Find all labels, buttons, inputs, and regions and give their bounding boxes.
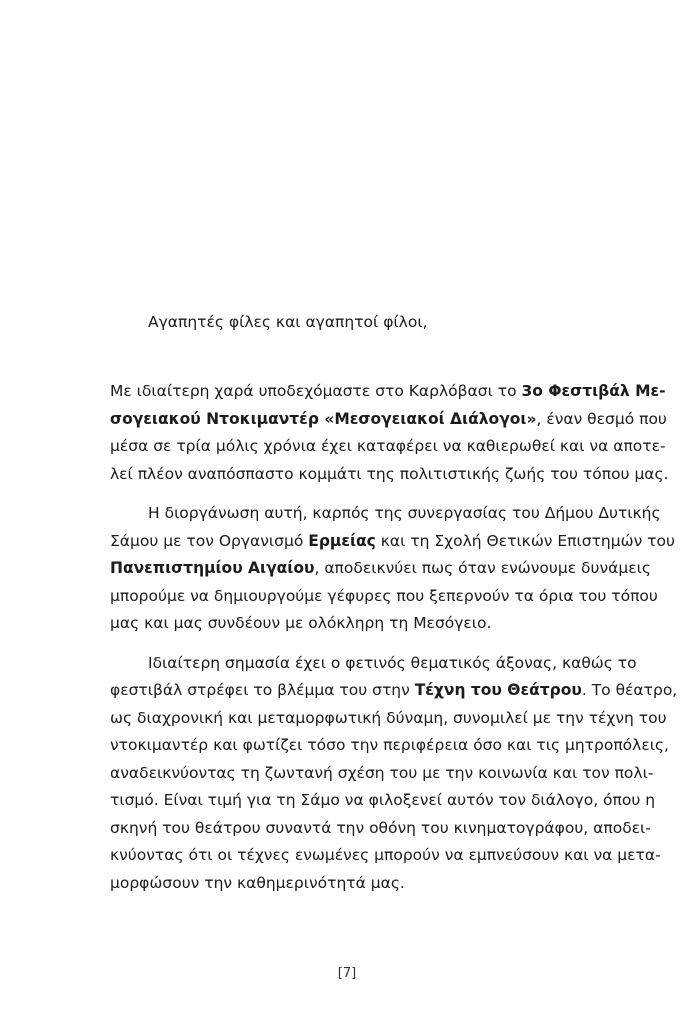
text-segment: , αποδεικνύει πως όταν ενώνουμε δυνάμεις bbox=[314, 559, 651, 577]
text-segment: ως διαχρονική και μεταμορφωτική δύναμη, συνομιλεί με την τέχνη του bbox=[110, 708, 667, 727]
text-segment: κνύοντας ότι οι τέχνες ενωμένες μπορούν να εμπνεύσουν και να μετα- bbox=[110, 846, 661, 864]
text-line bbox=[110, 787, 656, 815]
bold-text: σογειακού Ντοκιμαντέρ «Μεσογειακοί Διάλογοι» bbox=[110, 409, 537, 428]
text-segment: Με ιδιαίτερη χαρά υποδεχόμαστε στο Καρλόβασι το bbox=[110, 382, 522, 400]
text-line bbox=[110, 406, 667, 434]
text-line bbox=[110, 705, 667, 733]
text-segment: τισμό. Είναι τιμή για τη Σάμο να φιλοξενεί αυτόν τον διάλογο, όπου η bbox=[110, 791, 656, 809]
text-line bbox=[110, 555, 651, 583]
text-segment: μας και μας συνδέουν με ολόκληρη τη Μεσόγειο. bbox=[110, 614, 492, 632]
bold-text: 3ο Φεστιβάλ Με- bbox=[521, 382, 666, 400]
salutation: Αγαπητές φίλες και αγαπητοί φίλοι, bbox=[148, 313, 428, 331]
text-line bbox=[110, 842, 661, 870]
paragraph bbox=[110, 500, 675, 638]
text-segment: σκηνή του θεάτρου συναντά την οθόνη του κινηματογράφου, αποδει- bbox=[110, 818, 651, 837]
text-segment: Η διοργάνωση αυτή, καρπός της συνεργασίας του Δήμου Δυτικής bbox=[148, 504, 661, 522]
text-line bbox=[110, 677, 678, 705]
text-segment: , έναν θεσμό που bbox=[536, 409, 667, 428]
text-line bbox=[110, 461, 669, 489]
bold-text: Ερμείας bbox=[308, 531, 376, 550]
text-line bbox=[110, 433, 666, 461]
letter-body bbox=[110, 378, 678, 909]
bold-text: Πανεπιστημίου Αιγαίου bbox=[110, 559, 315, 577]
bold-text: Τέχνη του Θεάτρου bbox=[414, 681, 582, 699]
text-segment: αναδεικνύοντας τη ζωντανή σχέση του με την κοινωνία και τον πολι- bbox=[110, 763, 654, 782]
text-line bbox=[110, 760, 654, 788]
text-segment: μέσα σε τρία μόλις χρόνια έχει καταφέρει να καθιερωθεί και να αποτε- bbox=[110, 437, 666, 455]
text-segment: μπορούμε να δημιουργούμε γέφυρες που ξεπερνούν τα όρια του τόπου bbox=[110, 586, 658, 605]
text-line bbox=[110, 500, 661, 528]
text-line bbox=[110, 870, 587, 898]
paragraph bbox=[110, 650, 678, 898]
text-line bbox=[110, 650, 637, 678]
paragraph bbox=[110, 378, 669, 488]
page-number: [7] bbox=[337, 966, 357, 981]
text-segment: λεί πλέον αναπόσπαστο κομμάτι της πολιτιστικής ζωής του τόπου μας. bbox=[110, 464, 669, 483]
text-segment: μορφώσουν την καθημερινότητά μας. bbox=[110, 873, 405, 892]
text-segment: φεστιβάλ στρέφει το βλέμμα του στην bbox=[110, 681, 415, 699]
text-line bbox=[110, 732, 669, 760]
text-line bbox=[110, 583, 658, 611]
text-segment: και τη Σχολή Θετικών Επιστημών του bbox=[375, 531, 675, 550]
text-segment: ντοκιμαντέρ και φωτίζει τόσο την περιφέρεια όσο και τις μητροπόλεις, bbox=[110, 736, 669, 754]
text-segment: Ιδιαίτερη σημασία έχει ο φετινός θεματικός άξονας, καθώς το bbox=[148, 653, 637, 672]
text-line bbox=[110, 378, 666, 406]
text-segment: . Το θέατρο, bbox=[581, 681, 678, 699]
text-line bbox=[110, 815, 651, 843]
text-line bbox=[110, 610, 587, 638]
text-segment: Σάμου με τον Οργανισμό bbox=[110, 531, 309, 550]
text-line bbox=[110, 528, 675, 556]
